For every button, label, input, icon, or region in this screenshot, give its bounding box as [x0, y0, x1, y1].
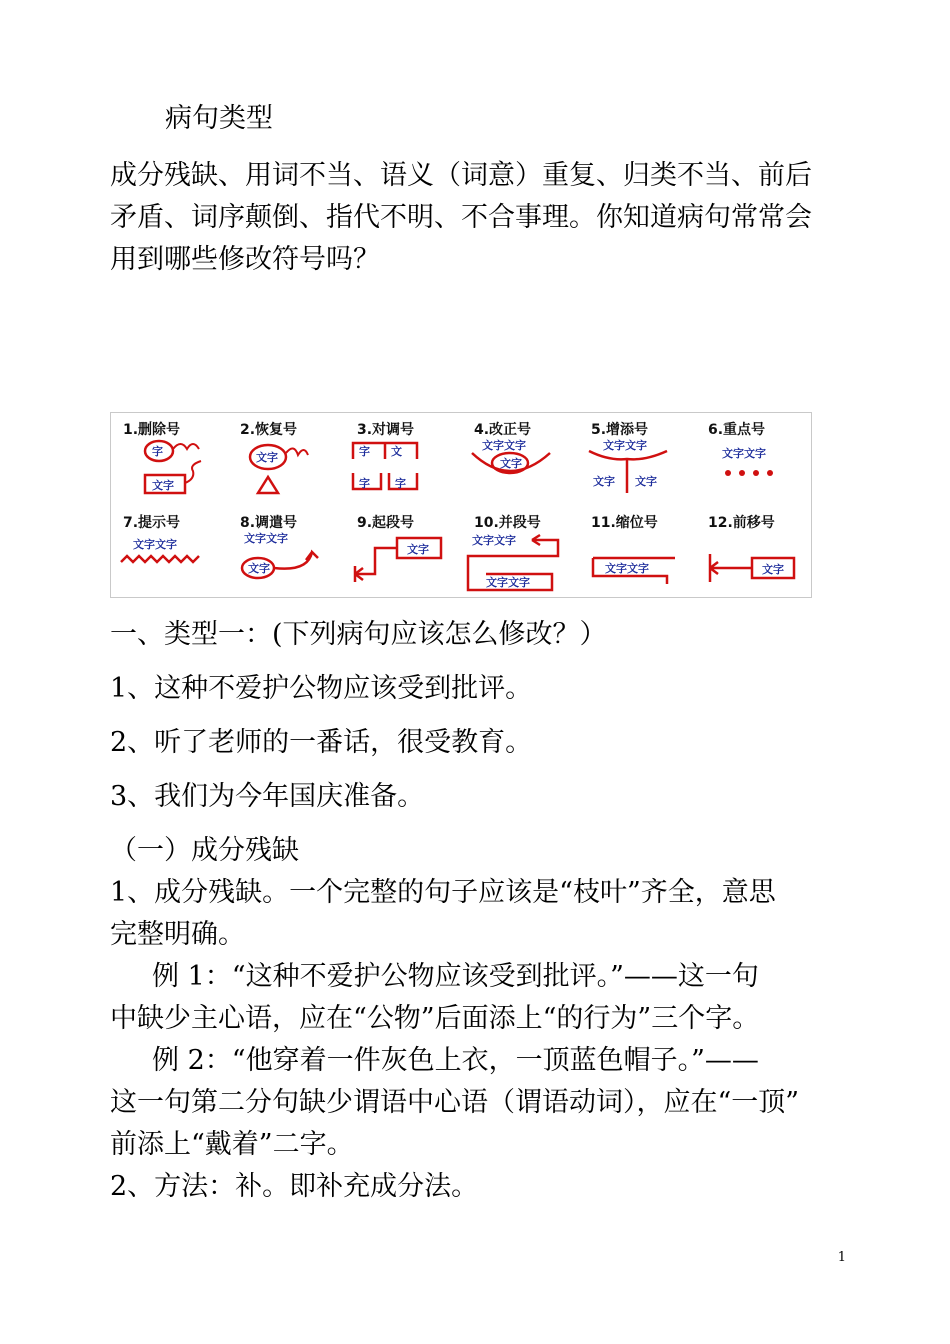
symbol-swap — [345, 413, 462, 506]
symbol-label: 9.起段号 — [357, 515, 415, 531]
sample-text: 文字文字 — [244, 532, 288, 545]
sample-text: 文字 — [256, 451, 278, 464]
sample-text: 文字文字 — [603, 439, 647, 452]
correct-mark-icon — [462, 437, 579, 505]
sample-text: 文字文字 — [605, 562, 649, 575]
symbol-label: 5.增添号 — [591, 422, 649, 438]
symbol-label: 1.删除号 — [123, 422, 181, 438]
page-number: 1 — [837, 1250, 846, 1265]
symbol-insert — [579, 413, 696, 506]
hint-mark-icon — [111, 530, 228, 598]
intro-line-3: 用到哪些修改符号吗？ — [110, 244, 380, 275]
symbol-label: 3.对调号 — [357, 422, 415, 438]
symbol-emphasis — [696, 413, 813, 506]
symbol-correct — [462, 413, 579, 506]
symbol-label: 11.缩位号 — [591, 515, 658, 531]
svg-text:字: 字 — [395, 477, 406, 490]
symbol-label: 2.恢复号 — [240, 422, 298, 438]
symbol-label: 7.提示号 — [123, 515, 181, 531]
symbol-label: 10.并段号 — [474, 515, 541, 531]
restore-mark-icon — [228, 437, 345, 505]
svg-text:文字文字: 文字文字 — [486, 576, 530, 589]
correction-symbols-figure — [110, 412, 812, 598]
paragraph-line: 完整明确。 — [110, 919, 245, 950]
symbol-transfer — [228, 506, 345, 599]
symbol-delete — [111, 413, 228, 506]
symbol-merge-paragraph — [462, 506, 579, 599]
paragraph-line: 1、成分残缺。一个完整的句子应该是“枝叶”齐全，意思 — [110, 877, 776, 908]
symbol-restore — [228, 413, 345, 506]
sample-text: 文字文字 — [482, 439, 526, 452]
insert-mark-icon — [579, 437, 696, 505]
symbol-hint — [111, 506, 228, 599]
delete-mark-icon — [111, 437, 228, 505]
svg-text:文字: 文字 — [635, 475, 657, 488]
sample-text: 文字 — [407, 543, 429, 556]
emphasis-mark-icon — [696, 437, 813, 505]
svg-text:文字: 文字 — [593, 475, 615, 488]
example-1-line-2: 中缺少主心语，应在“公物”后面添上“的行为”三个字。 — [110, 1003, 760, 1034]
example-2-line-2: 这一句第二分句缺少谓语中心语（谓语动词），应在“一顶” — [110, 1087, 800, 1118]
symbol-indent — [579, 506, 696, 599]
sample-text: 文字文字 — [722, 447, 766, 460]
svg-text:文字: 文字 — [248, 562, 270, 575]
symbol-move-forward — [696, 506, 813, 599]
example-1-line-1: 例 1：“这种不爱护公物应该受到批评。”——这一句 — [152, 961, 759, 992]
indent-mark-icon — [579, 530, 696, 598]
exercise-item: 2、听了老师的一番话，很受教育。 — [110, 727, 533, 758]
svg-text:字: 字 — [359, 445, 370, 458]
transfer-mark-icon — [228, 530, 345, 598]
symbol-label: 6.重点号 — [708, 422, 766, 438]
sample-text: 文字 — [500, 457, 522, 470]
sample-text: 文字文字 — [472, 534, 516, 547]
exercise-item: 1、这种不爱护公物应该受到批评。 — [110, 673, 533, 704]
symbol-label: 4.改正号 — [474, 422, 532, 438]
section-title: 病句类型 — [165, 103, 273, 134]
move-forward-mark-icon — [696, 530, 813, 598]
example-2-line-3: 前添上“戴着”二字。 — [110, 1129, 354, 1160]
sample-text: 文字 — [152, 479, 174, 492]
svg-text:文: 文 — [391, 445, 402, 458]
intro-line-2: 矛盾、词序颠倒、指代不明、不合事理。你知道病句常常会 — [110, 202, 812, 233]
exercise-item: 3、我们为今年国庆准备。 — [110, 781, 425, 812]
symbol-label: 8.调遣号 — [240, 515, 298, 531]
new-paragraph-mark-icon — [345, 530, 462, 598]
type-one-heading: 一、类型一：(下列病句应该怎么修改？） — [110, 619, 607, 650]
sample-text: 文字文字 — [133, 538, 177, 551]
subsection-heading: （一）成分残缺 — [110, 835, 299, 866]
symbol-new-paragraph — [345, 506, 462, 599]
sample-text: 文字 — [762, 563, 784, 576]
merge-paragraph-mark-icon — [462, 530, 579, 598]
method-line: 2、方法：补。即补充成分法。 — [110, 1171, 479, 1202]
svg-text:字: 字 — [359, 477, 370, 490]
example-2-line-1: 例 2：“他穿着一件灰色上衣，一顶蓝色帽子。”—— — [152, 1045, 759, 1076]
intro-line-1: 成分残缺、用词不当、语义（词意）重复、归类不当、前后 — [110, 160, 812, 191]
swap-mark-icon — [345, 437, 462, 505]
svg-text:字: 字 — [152, 445, 163, 458]
symbol-label: 12.前移号 — [708, 515, 775, 531]
